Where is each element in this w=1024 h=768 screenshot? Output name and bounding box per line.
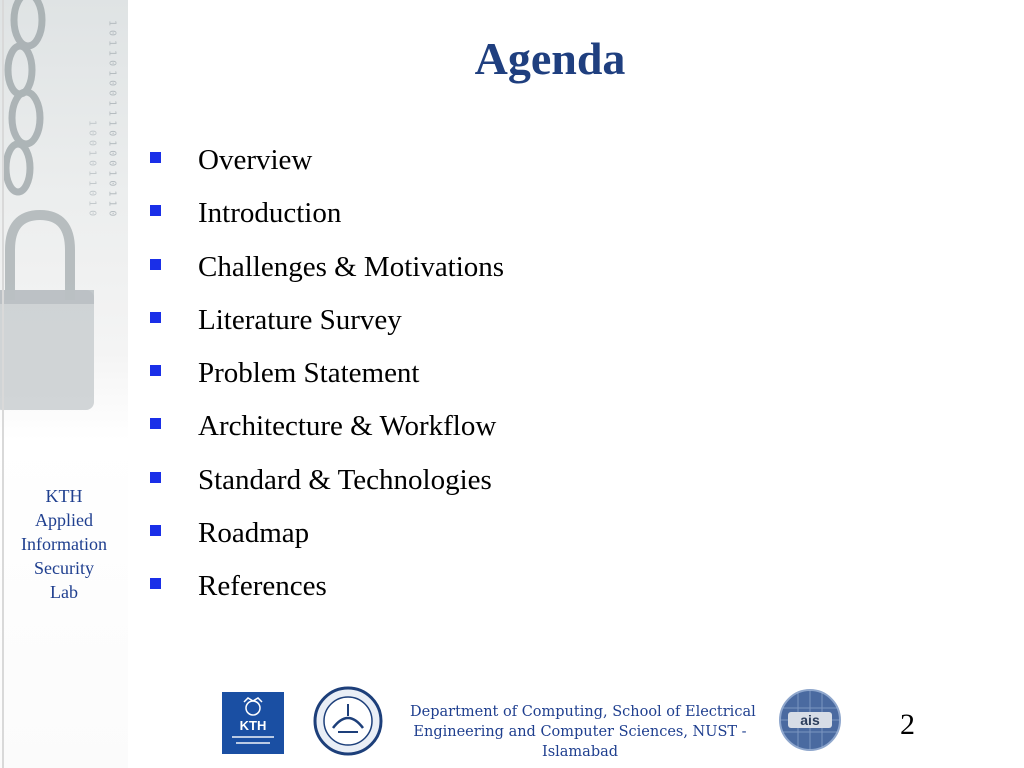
agenda-item-label: Roadmap <box>198 517 310 550</box>
square-bullet-icon <box>150 578 161 589</box>
agenda-item-label: References <box>198 570 327 603</box>
square-bullet-icon <box>150 152 161 163</box>
square-bullet-icon <box>150 418 161 429</box>
svg-text:1001011010: 1001011010 <box>86 120 98 221</box>
slide-title: Agenda <box>474 33 626 84</box>
agenda-item-label: Literature Survey <box>198 303 402 336</box>
agenda-item-label: Problem Statement <box>198 357 420 390</box>
kth-logo <box>222 692 284 754</box>
department-text <box>410 702 756 762</box>
department-line: Engineering and Computer Sciences, NUST - <box>413 724 747 740</box>
agenda-item <box>150 195 504 248</box>
sidebar-divider <box>2 0 4 768</box>
agenda-item <box>150 302 504 355</box>
agenda-item <box>150 408 504 461</box>
nust-seal-icon <box>313 686 383 756</box>
ais-globe-icon <box>778 688 842 752</box>
agenda-item-label: Overview <box>198 144 313 176</box>
agenda-item <box>150 142 504 195</box>
agenda-item <box>150 515 504 568</box>
kth-logo-text: KTH <box>239 718 267 733</box>
nust-seal-logo <box>313 686 383 756</box>
lock-chain-icon <box>0 0 128 440</box>
agenda-item-label: Challenges & Motivations <box>198 250 505 283</box>
page-number: 2 <box>900 708 915 741</box>
left-sidebar <box>0 0 128 768</box>
agenda-item <box>150 568 504 621</box>
ais-logo <box>778 688 842 752</box>
agenda-item <box>150 355 504 408</box>
lab-label-line: Applied <box>35 510 93 530</box>
agenda-list <box>150 142 504 622</box>
lab-label <box>0 484 128 604</box>
square-bullet-icon <box>150 259 161 270</box>
slide-footer <box>0 680 1024 768</box>
square-bullet-icon <box>150 312 161 323</box>
department-line: Islamabad <box>541 744 619 760</box>
lock-chain-decoration <box>0 0 128 440</box>
square-bullet-icon <box>150 472 161 483</box>
binary-decoration-text: 10110100111010010110 <box>106 20 118 221</box>
agenda-item <box>150 462 504 515</box>
lab-label-line: Security <box>34 558 94 578</box>
square-bullet-icon <box>150 205 161 216</box>
square-bullet-icon <box>150 365 161 376</box>
agenda-item-label: Architecture & Workflow <box>198 410 497 443</box>
lab-label-line: KTH <box>45 486 83 506</box>
department-line: Department of Computing, School of Electrical <box>410 704 756 720</box>
lab-label-line: Lab <box>50 582 78 602</box>
kth-crest-icon <box>222 692 284 754</box>
agenda-item-label: Standard & Technologies <box>198 463 492 496</box>
agenda-item <box>150 249 504 302</box>
square-bullet-icon <box>150 525 161 536</box>
lab-label-line: Information <box>21 534 107 554</box>
ais-logo-text: ais <box>800 712 820 728</box>
agenda-item-label: Introduction <box>198 197 342 230</box>
